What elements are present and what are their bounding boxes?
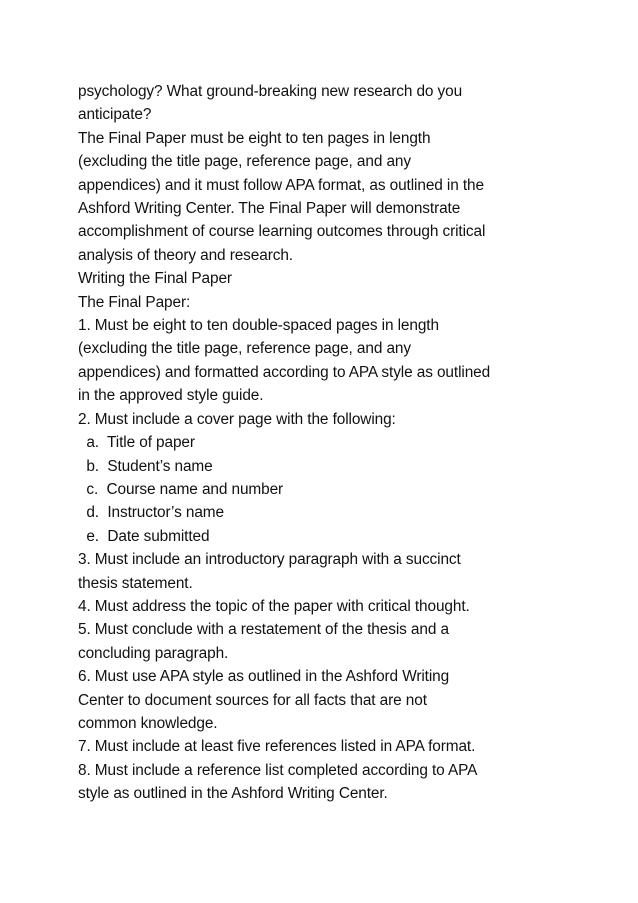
text-line: common knowledge. (78, 714, 218, 732)
list-item: 6. Must use APA style as outlined in the Ashford Writing (78, 668, 450, 686)
text-line: thesis statement. (78, 574, 193, 592)
list-item: 4. Must address the topic of the paper with critical thought. (78, 597, 470, 615)
text-line: anticipate? (78, 106, 152, 124)
text-line: (excluding the title page, reference page, and any (78, 153, 411, 171)
document-body (78, 80, 578, 806)
list-item: 5. Must conclude with a restatement of the thesis and a (78, 621, 449, 639)
text-line: appendices) and formatted according to APA style as outlined (78, 363, 491, 381)
sub-list-item: c. Course name and number (78, 480, 284, 498)
text-line: in the approved style guide. (78, 387, 264, 405)
text-line: concluding paragraph. (78, 644, 229, 662)
sub-list-item: b. Student’s name (78, 457, 213, 475)
list-item: 1. Must be eight to ten double-spaced pages in length (78, 317, 439, 335)
sub-list-item: d. Instructor’s name (78, 504, 224, 522)
section-heading: Writing the Final Paper (78, 270, 232, 288)
text-line: appendices) and it must follow APA format, as outlined in the (78, 176, 484, 194)
list-item: 3. Must include an introductory paragraph with a succinct (78, 551, 461, 569)
sub-list-item: a. Title of paper (78, 434, 195, 452)
text-line: (excluding the title page, reference page, and any (78, 340, 411, 358)
text-line: Ashford Writing Center. The Final Paper will demonstrate (78, 200, 461, 218)
list-item: 8. Must include a reference list completed according to APA (78, 761, 478, 779)
text-line: style as outlined in the Ashford Writing Center. (78, 785, 388, 803)
text-line: accomplishment of course learning outcomes through critical (78, 223, 486, 241)
sub-list-item: e. Date submitted (78, 527, 210, 545)
text-line: psychology? What ground-breaking new research do you (78, 83, 463, 100)
text-line: Center to document sources for all facts that are not (78, 691, 427, 709)
list-item: 2. Must include a cover page with the following: (78, 410, 396, 428)
text-line: The Final Paper: (78, 293, 191, 311)
text-line: analysis of theory and research. (78, 246, 293, 264)
list-item: 7. Must include at least five references listed in APA format. (78, 738, 476, 756)
text-line: The Final Paper must be eight to ten pages in length (78, 129, 431, 147)
